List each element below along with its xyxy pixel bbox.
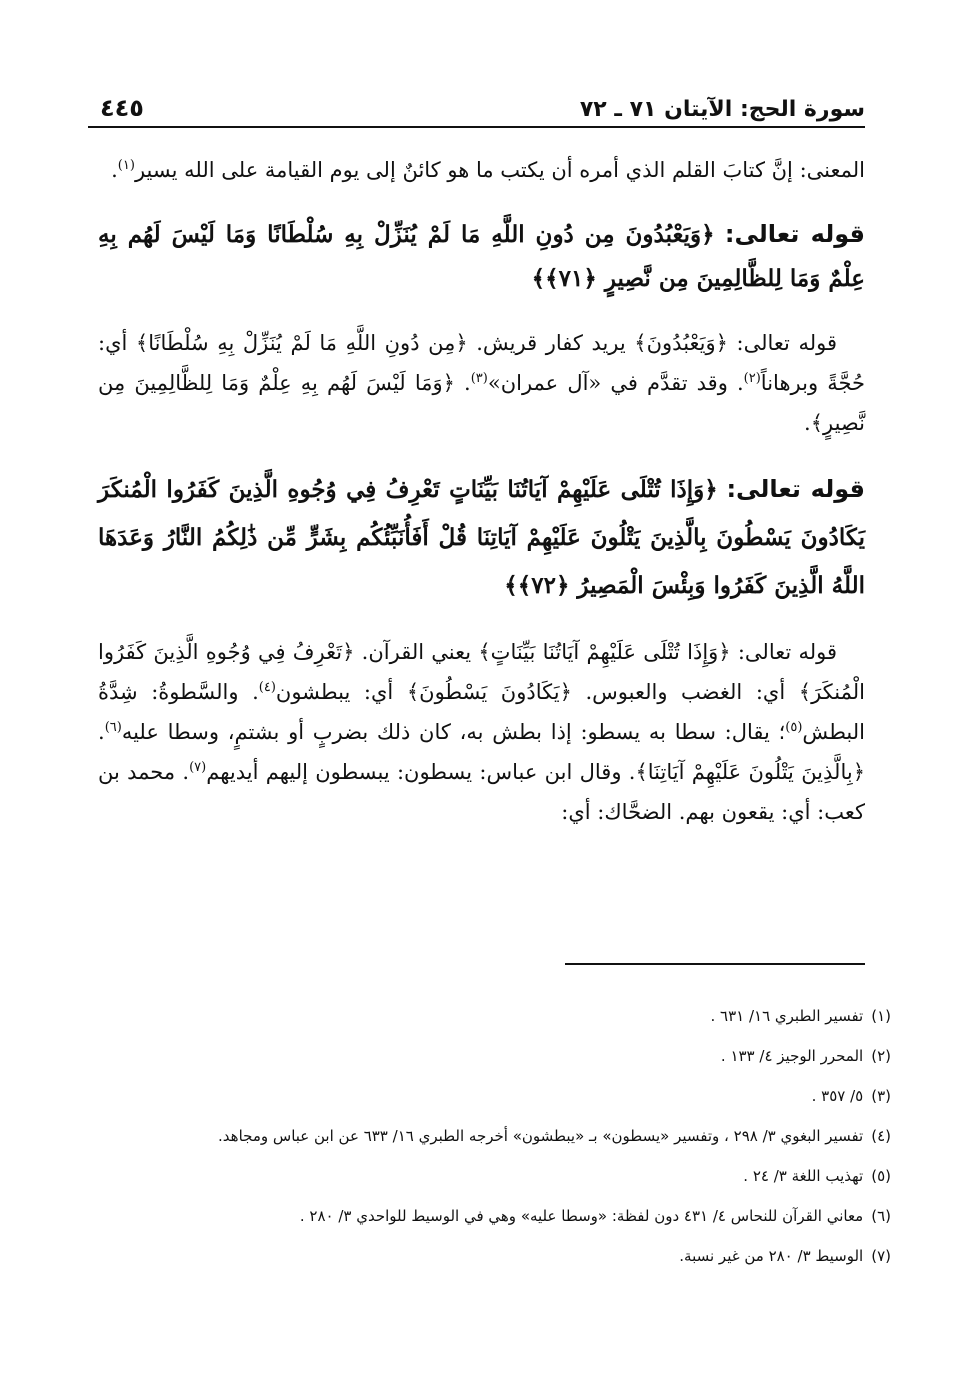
footnote-text: الوسيط ٣/ ٢٨٠ من غير نسبة. bbox=[679, 1247, 864, 1265]
footnote-ref-1[interactable]: (١) bbox=[117, 158, 135, 173]
paragraph-text: . ﴿وَمَا لَيْسَ لَهُم بِهِ عِلْمٌ وَمَا لِلظَّالِمِينَ مِن نَّصِيرٍ﴾. bbox=[98, 371, 865, 435]
running-title: سورة الحج: الآيتان ٧١ ـ ٧٢ bbox=[579, 97, 865, 122]
footnote-7 bbox=[110, 1243, 891, 1269]
paragraph-text: . والسَّطوةُ: شِدَّةُ البطش bbox=[98, 680, 865, 744]
footnote-text: تفسير الطبري ١٦/ ٦٣١ . bbox=[710, 1007, 864, 1025]
footnote-number: (٥) bbox=[871, 1167, 891, 1185]
footnotes bbox=[110, 1003, 891, 1283]
footnote-number: (٣) bbox=[871, 1087, 891, 1105]
verse-text: ﴿وَيَعْبُدُونَ مِن دُونِ اللَّهِ مَا لَمْ يُنَزِّلْ بِهِ سُلْطَانًا وَمَا لَيْسَ لَهُم بِهِ عِلْمٌ وَمَا لِلظَّالِمِينَ مِن نَّصِيرٍ ﴿٧١﴾﴾ bbox=[98, 221, 865, 292]
footnote-ref-3[interactable]: (٣) bbox=[470, 371, 488, 386]
footnote-3 bbox=[110, 1083, 891, 1109]
footnote-text: تفسير البغوي ٣/ ٢٩٨ ، وتفسير «يسطون» بـ «يبطشون» أخرجه الطبري ١٦/ ٦٣٣ عن ابن عباس ومجاهد. bbox=[218, 1127, 864, 1145]
footnote-1 bbox=[110, 1003, 891, 1029]
footnote-4 bbox=[110, 1123, 891, 1149]
footnote-number: (٧) bbox=[871, 1247, 891, 1265]
paragraph-text: . وقد تقدَّم في «آل عمران» bbox=[487, 371, 744, 395]
footnote-text: المحرر الوجيز ٤/ ١٣٣ . bbox=[720, 1047, 864, 1065]
footnote-number: (٢) bbox=[871, 1047, 891, 1065]
footnote-number: (٦) bbox=[871, 1207, 891, 1225]
page-header bbox=[88, 78, 865, 128]
footnote-text: تهذيب اللغة ٣/ ٢٤ . bbox=[743, 1167, 864, 1185]
footnote-6 bbox=[110, 1203, 891, 1229]
paragraph-text: . محمد بن كعب: أي: يقعون بهم. الضحَّاك: أي: bbox=[98, 760, 865, 824]
verse-72 bbox=[98, 465, 865, 610]
footnote-ref-7[interactable]: (٧) bbox=[189, 760, 207, 775]
verse-keyword: قوله تعالى: bbox=[726, 475, 865, 503]
footnote-divider bbox=[565, 963, 865, 965]
paragraph-commentary-72 bbox=[98, 632, 865, 832]
paragraph-commentary-71 bbox=[98, 323, 865, 443]
verse-text: ﴿وَإِذَا تُتْلَى عَلَيْهِمْ آيَاتُنَا بَيِّنَاتٍ تَعْرِفُ فِي وُجُوهِ الَّذِينَ كَفَرُوا الْمُنكَرَ يَكَادُونَ يَسْطُونَ بِالَّذِينَ يَتْلُونَ عَلَيْهِمْ آيَاتِنَا قُلْ أَفَأُنَبِّئُكُم بِشَرٍّ مِّن ذَٰلِكُمُ النَّارُ وَعَدَهَا اللَّهُ الَّذِينَ كَفَرُوا وَبِئْسَ الْمَصِيرُ ﴿٧٢﴾﴾ bbox=[98, 476, 865, 599]
paragraph-text: المعنى: إنَّ كتابَ القلم الذي أمره أن يكتب ما هو كائنٌ إلى يوم القيامة على الله يسير bbox=[134, 158, 865, 182]
footnote-number: (٤) bbox=[871, 1127, 891, 1145]
paragraph-text: ؛ يقال: سطا به يسطو: إذا بطش به، كان ذلك بضربٍ أو بشتمٍ، وسطا عليه bbox=[121, 720, 786, 744]
footnote-5 bbox=[110, 1163, 891, 1189]
footnote-ref-2[interactable]: (٢) bbox=[743, 371, 761, 386]
paragraph-text: قوله تعالى: ﴿وَإِذَا تُتْلَى عَلَيْهِمْ آيَاتُنَا بَيِّنَاتٍ﴾ يعني القرآن. ﴿تَعْرِفُ فِي وُجُوهِ الَّذِينَ كَفَرُوا الْمُنكَرَ﴾ أي: الغضب والعبوس. ﴿يَكَادُونَ يَسْطُونَ﴾ أي: يبطشون bbox=[98, 640, 865, 704]
footnote-ref-5[interactable]: (٥) bbox=[785, 720, 803, 735]
footnote-number: (١) bbox=[871, 1007, 891, 1025]
main-text bbox=[98, 150, 865, 854]
footnote-text: معاني القرآن للنحاس ٤/ ٤٣١ دون لفظة: «وسطا عليه» وهي في الوسيط للواحدي ٣/ ٢٨٠ . bbox=[299, 1207, 864, 1225]
paragraph-text: قوله تعالى: ﴿وَيَعْبُدُونَ﴾ يريد كفار قريش. ﴿مِن دُونِ اللَّهِ مَا لَمْ يُنَزِّلْ بِهِ سُلْطَانًا﴾ أي: حُجَّةً وبرهاناً bbox=[98, 331, 865, 395]
paragraph-text: . ﴿بِالَّذِينَ يَتْلُونَ عَلَيْهِمْ آيَاتِنَا﴾. وقال ابن عباس: يسطون: يبسطون إليهم أيديهم bbox=[98, 720, 865, 784]
footnote-text: ٥/ ٣٥٧ . bbox=[811, 1087, 864, 1105]
paragraph-text: . bbox=[111, 158, 118, 182]
page-number: ٤٤٥ bbox=[100, 94, 144, 122]
paragraph-meaning bbox=[98, 150, 865, 190]
verse-71 bbox=[98, 212, 865, 301]
footnote-2 bbox=[110, 1043, 891, 1069]
footnote-ref-4[interactable]: (٤) bbox=[258, 680, 276, 695]
verse-keyword: قوله تعالى: bbox=[724, 220, 866, 248]
footnote-ref-6[interactable]: (٦) bbox=[104, 720, 122, 735]
